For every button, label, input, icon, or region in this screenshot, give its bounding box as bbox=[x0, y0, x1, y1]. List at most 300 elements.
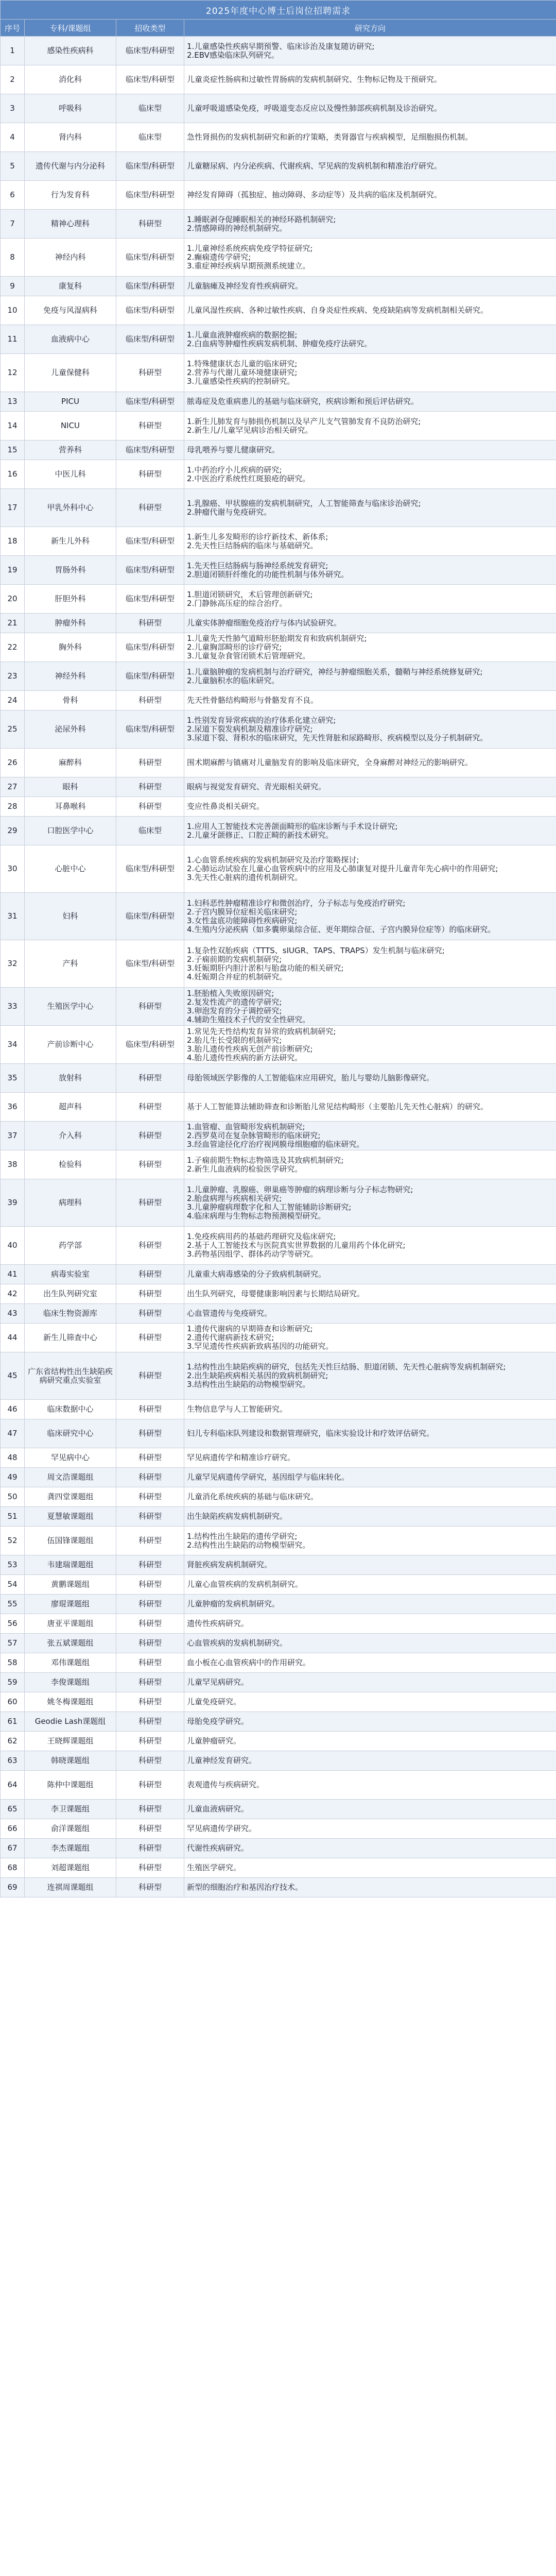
recruit-type: 临床型/科研型 bbox=[116, 633, 184, 662]
recruit-type: 科研型 bbox=[116, 777, 184, 797]
department-name: 周文浩课题组 bbox=[25, 1468, 116, 1487]
department-name: 胃肠外科 bbox=[25, 556, 116, 585]
department-name: 口腔医学中心 bbox=[25, 817, 116, 845]
research-direction bbox=[184, 633, 556, 662]
table-row bbox=[1, 1400, 556, 1419]
table-row bbox=[1, 614, 556, 633]
row-number: 69 bbox=[1, 1878, 25, 1897]
table-row bbox=[1, 354, 556, 392]
direction-line: 儿童肿瘤的发病机制研究。 bbox=[187, 1599, 280, 1608]
recruit-type: 科研型 bbox=[116, 1673, 184, 1692]
table-row bbox=[1, 777, 556, 797]
direction-line: 母胎领域医学影像的人工智能临床应用研究，胎儿与婴幼儿脑影像研究。 bbox=[187, 1073, 435, 1082]
recruit-type: 科研型 bbox=[116, 1487, 184, 1507]
recruit-type: 科研型 bbox=[116, 988, 184, 1026]
table-body bbox=[1, 37, 556, 1897]
row-number: 33 bbox=[1, 988, 25, 1026]
direction-line: 2.遗传代谢病新技术研究; bbox=[187, 1333, 274, 1342]
direction-line: 3.儿童感染性疾病的控制研究。 bbox=[187, 377, 295, 386]
department-name: Geodie Lash课题组 bbox=[25, 1712, 116, 1732]
research-direction bbox=[184, 1179, 556, 1227]
research-direction bbox=[184, 988, 556, 1026]
department-name: 营养科 bbox=[25, 440, 116, 460]
row-number: 13 bbox=[1, 392, 25, 412]
recruit-type: 临床型/科研型 bbox=[116, 65, 184, 94]
research-direction bbox=[184, 940, 556, 988]
research-direction bbox=[184, 460, 556, 489]
department-name: 超声科 bbox=[25, 1093, 116, 1122]
research-direction bbox=[184, 489, 556, 527]
research-direction bbox=[184, 691, 556, 710]
department-name: 临床研究中心 bbox=[25, 1419, 116, 1448]
recruit-type: 科研型 bbox=[116, 1064, 184, 1093]
table-row bbox=[1, 749, 556, 777]
direction-line: 急性肾损伤的发病机制研究和新的疗策略，类肾器官与疾病模型，足细胞损伤机制。 bbox=[187, 132, 473, 142]
row-number: 60 bbox=[1, 1692, 25, 1712]
direction-line: 2.子痫前期的发病机制研究; bbox=[187, 954, 282, 964]
recruit-type: 科研型 bbox=[116, 210, 184, 239]
row-number: 68 bbox=[1, 1858, 25, 1878]
table-row bbox=[1, 710, 556, 749]
table-row bbox=[1, 1150, 556, 1179]
research-direction bbox=[184, 1284, 556, 1304]
direction-line: 变应性鼻炎相关研究。 bbox=[187, 802, 265, 811]
research-direction bbox=[184, 710, 556, 749]
direction-line: 儿童风湿性疾病、各种过敏性疾病、自身炎症性疾病、免疫缺陷病等发病机制相关研究。 bbox=[187, 306, 489, 315]
header-department: 专科/课题组 bbox=[25, 20, 116, 37]
recruit-type: 科研型 bbox=[116, 489, 184, 527]
research-direction bbox=[184, 37, 556, 65]
row-number: 21 bbox=[1, 614, 25, 633]
research-direction bbox=[184, 277, 556, 296]
direction-line: 2.白血病等肿瘤性疾病发病机制、肿瘤免疫疗法研究。 bbox=[187, 338, 372, 348]
direction-line: 2.基于人工智能技术与医院真实世界数据的儿童用药个体化研究; bbox=[187, 1241, 406, 1250]
row-number: 53 bbox=[1, 1555, 25, 1575]
row-number: 29 bbox=[1, 817, 25, 845]
recruit-type: 临床型/科研型 bbox=[116, 556, 184, 585]
department-name: 介入科 bbox=[25, 1122, 116, 1150]
recruit-type: 临床型/科研型 bbox=[116, 662, 184, 691]
recruit-type: 科研型 bbox=[116, 797, 184, 817]
direction-line: 2.中医治疗系统性红斑狼疮的研究。 bbox=[187, 473, 310, 483]
table-row bbox=[1, 1819, 556, 1839]
row-number: 54 bbox=[1, 1575, 25, 1595]
row-number: 23 bbox=[1, 662, 25, 691]
row-number: 6 bbox=[1, 181, 25, 210]
research-direction bbox=[184, 614, 556, 633]
research-direction bbox=[184, 1487, 556, 1507]
direction-line: 3.胎儿遗传性疾病无创产前诊断研究; bbox=[187, 1044, 313, 1054]
direction-line: 4.生殖内分泌疾病（如多囊卵巢综合征、更年期综合征、子宫内膜异位症等）的临床研究。 bbox=[187, 924, 496, 934]
row-number: 47 bbox=[1, 1419, 25, 1448]
table-row bbox=[1, 1800, 556, 1819]
table-row bbox=[1, 1771, 556, 1800]
table-row bbox=[1, 988, 556, 1026]
table-row bbox=[1, 1614, 556, 1634]
table-row bbox=[1, 392, 556, 412]
department-name: 遗传代谢与内分泌科 bbox=[25, 152, 116, 181]
department-name: 康复科 bbox=[25, 277, 116, 296]
department-name: 龚四堂课题组 bbox=[25, 1487, 116, 1507]
department-name: 肝胆外科 bbox=[25, 585, 116, 614]
department-name: 骨科 bbox=[25, 691, 116, 710]
department-name: 感染性疾病科 bbox=[25, 37, 116, 65]
department-name: 中医儿科 bbox=[25, 460, 116, 489]
row-number: 56 bbox=[1, 1614, 25, 1634]
direction-line: 2.胎儿生长受限的机制研究; bbox=[187, 1035, 282, 1045]
recruit-type: 临床型/科研型 bbox=[116, 296, 184, 325]
research-direction bbox=[184, 1093, 556, 1122]
research-direction bbox=[184, 1400, 556, 1419]
department-name: 精神心理科 bbox=[25, 210, 116, 239]
row-number: 14 bbox=[1, 412, 25, 440]
recruit-type: 科研型 bbox=[116, 1614, 184, 1634]
recruit-type: 科研型 bbox=[116, 1507, 184, 1527]
direction-line: 新型的细胞治疗和基因治疗技术。 bbox=[187, 1883, 303, 1892]
research-direction bbox=[184, 1771, 556, 1800]
research-direction bbox=[184, 152, 556, 181]
direction-line: 1.免疫疾病用药的基础药理研究及临床研究; bbox=[187, 1232, 336, 1241]
research-direction bbox=[184, 749, 556, 777]
table-row bbox=[1, 1653, 556, 1673]
recruit-type: 科研型 bbox=[116, 1800, 184, 1819]
row-number: 48 bbox=[1, 1448, 25, 1468]
table-row bbox=[1, 1712, 556, 1732]
direction-line: 1.儿童先天性肺气道畸形胚胎期发育和致病机制研究; bbox=[187, 634, 367, 643]
department-name: 妇科 bbox=[25, 893, 116, 940]
direction-line: 1.儿童肿瘤、乳腺癌、卵巢癌等肿瘤的病理诊断与分子标志物研究; bbox=[187, 1184, 413, 1194]
department-name: 眼科 bbox=[25, 777, 116, 797]
recruit-type: 科研型 bbox=[116, 1819, 184, 1839]
row-number: 22 bbox=[1, 633, 25, 662]
direction-line: 2.儿童牙颌修正、口腔正畸的新技术研究。 bbox=[187, 830, 334, 840]
direction-line: 1.新生儿肺发育与肺损伤机制以及早产儿支气管肺发育不良防治研究; bbox=[187, 416, 421, 426]
recruit-type: 科研型 bbox=[116, 614, 184, 633]
recruit-type: 科研型 bbox=[116, 1692, 184, 1712]
research-direction bbox=[184, 1555, 556, 1575]
direction-line: 儿童实体肿瘤细胞免疫治疗与体内试验研究。 bbox=[187, 618, 342, 628]
department-name: 呼吸科 bbox=[25, 94, 116, 123]
department-name: 耳鼻喉科 bbox=[25, 797, 116, 817]
direction-line: 1.常见先天性结构发育异常的致病机制研究; bbox=[187, 1026, 336, 1036]
table-row bbox=[1, 556, 556, 585]
row-number: 4 bbox=[1, 123, 25, 152]
row-number: 16 bbox=[1, 460, 25, 489]
table-title: 2025年度中心博士后岗位招聘需求 bbox=[1, 1, 556, 20]
recruit-type: 临床型/科研型 bbox=[116, 845, 184, 893]
department-name: 甲乳外科中心 bbox=[25, 489, 116, 527]
direction-line: 1.特殊健康状态儿童的临床研究; bbox=[187, 359, 298, 368]
table-row bbox=[1, 440, 556, 460]
table-row bbox=[1, 1595, 556, 1614]
row-number: 3 bbox=[1, 94, 25, 123]
table-row bbox=[1, 1634, 556, 1653]
direction-line: 儿童神经发育研究。 bbox=[187, 1756, 257, 1765]
recruit-type: 科研型 bbox=[116, 1419, 184, 1448]
table-row bbox=[1, 296, 556, 325]
table-row bbox=[1, 1839, 556, 1858]
recruit-type: 科研型 bbox=[116, 412, 184, 440]
direction-line: 先天性骨骼结构畸形与骨骼发育不良。 bbox=[187, 696, 319, 705]
recruit-type: 科研型 bbox=[116, 460, 184, 489]
direction-line: 1.中药治疗小儿疾病的研究; bbox=[187, 465, 282, 474]
recruit-type: 科研型 bbox=[116, 1352, 184, 1400]
direction-line: 生殖医学研究。 bbox=[187, 1863, 241, 1872]
direction-line: 3.尿道下裂、肾积水的临床研究，先天性肾脏和尿路畸形、疾病模型以及分子机制研究。 bbox=[187, 733, 488, 742]
direction-line: 3.结构性出生缺陷的动物模型研究。 bbox=[187, 1380, 310, 1389]
research-direction bbox=[184, 1468, 556, 1487]
department-name: 药学部 bbox=[25, 1227, 116, 1265]
direction-line: 脓毒症及危重病患儿的基础与临床研究，疾病诊断和预后评估研究。 bbox=[187, 397, 419, 406]
department-name: 唐亚平课题组 bbox=[25, 1614, 116, 1634]
row-number: 50 bbox=[1, 1487, 25, 1507]
header-no: 序号 bbox=[1, 20, 25, 37]
table-row bbox=[1, 1122, 556, 1150]
department-name: 韩晓课题组 bbox=[25, 1751, 116, 1771]
row-number: 19 bbox=[1, 556, 25, 585]
direction-line: 血小板在心血管疾病中的作用研究。 bbox=[187, 1658, 311, 1667]
direction-line: 2.新生儿血液病的检验医学研究。 bbox=[187, 1164, 303, 1174]
recruit-type: 科研型 bbox=[116, 1555, 184, 1575]
direction-line: 1.结构性出生缺陷疾病的研究，包括先天性巨结肠、胆道闭锁、先天性心脏病等发病机制研究; bbox=[187, 1362, 506, 1371]
research-direction bbox=[184, 1634, 556, 1653]
row-number: 9 bbox=[1, 277, 25, 296]
recruit-type: 科研型 bbox=[116, 1595, 184, 1614]
table-row bbox=[1, 1284, 556, 1304]
research-direction bbox=[184, 1575, 556, 1595]
research-direction bbox=[184, 1614, 556, 1634]
recruit-type: 科研型 bbox=[116, 749, 184, 777]
direction-line: 3.重症神经疾病早期预测系统建立。 bbox=[187, 261, 310, 270]
recruit-type: 科研型 bbox=[116, 1732, 184, 1751]
row-number: 61 bbox=[1, 1712, 25, 1732]
direction-line: 1.性别发育异常疾病的治疗体系化建立研究; bbox=[187, 716, 336, 725]
direction-line: 1.结构性出生缺陷的遗传学研究; bbox=[187, 1531, 298, 1541]
recruit-type: 临床型/科研型 bbox=[116, 37, 184, 65]
department-name: 产科 bbox=[25, 940, 116, 988]
row-number: 1 bbox=[1, 37, 25, 65]
department-name: 神经外科 bbox=[25, 662, 116, 691]
department-name: 产前诊断中心 bbox=[25, 1026, 116, 1064]
research-direction bbox=[184, 1026, 556, 1064]
table-row bbox=[1, 691, 556, 710]
direction-line: 神经发育障碍（孤独症、抽动障碍、多动症等）及共病的临床及机制研究。 bbox=[187, 190, 442, 199]
row-number: 55 bbox=[1, 1595, 25, 1614]
direction-line: 罕见病遗传学研究。 bbox=[187, 1824, 257, 1833]
table-row bbox=[1, 527, 556, 556]
table-row bbox=[1, 1732, 556, 1751]
department-name: 陈仲中课题组 bbox=[25, 1771, 116, 1800]
direction-line: 2.门静脉高压症的综合治疗。 bbox=[187, 598, 287, 608]
research-direction bbox=[184, 440, 556, 460]
table-row bbox=[1, 1352, 556, 1400]
direction-line: 生物信息学与人工智能研究。 bbox=[187, 1404, 288, 1414]
recruit-type: 临床型/科研型 bbox=[116, 527, 184, 556]
department-name: 伍国锋课题组 bbox=[25, 1527, 116, 1555]
direction-line: 4.临床病理与生物标志物预测模型研究。 bbox=[187, 1211, 326, 1221]
research-direction bbox=[184, 1673, 556, 1692]
table-row bbox=[1, 1304, 556, 1324]
row-number: 25 bbox=[1, 710, 25, 749]
department-name: 王晓辉课题组 bbox=[25, 1732, 116, 1751]
research-direction bbox=[184, 797, 556, 817]
direction-line: 2.营养与代谢儿童环境健康研究; bbox=[187, 368, 298, 377]
research-direction bbox=[184, 354, 556, 392]
direction-line: 3.妊娠期肝内胆汁淤积与胎盘功能的相关研究; bbox=[187, 963, 344, 973]
recruit-type: 科研型 bbox=[116, 1093, 184, 1122]
row-number: 30 bbox=[1, 845, 25, 893]
direction-line: 围术期麻醉与镇痛对儿童脑发育的影响及临床研究，全身麻醉对神经元的影响研究。 bbox=[187, 758, 473, 767]
department-name: 姚冬梅课题组 bbox=[25, 1692, 116, 1712]
recruit-type: 临床型 bbox=[116, 123, 184, 152]
row-number: 11 bbox=[1, 325, 25, 354]
row-number: 57 bbox=[1, 1634, 25, 1653]
direction-line: 2.胆道闭锁肝纤维化的功能性机制与体外研究。 bbox=[187, 569, 349, 579]
recruit-type: 科研型 bbox=[116, 1400, 184, 1419]
row-number: 37 bbox=[1, 1122, 25, 1150]
row-number: 36 bbox=[1, 1093, 25, 1122]
recruit-type: 临床型/科研型 bbox=[116, 181, 184, 210]
direction-line: 1.胆道闭锁研究，术后管理创新研究; bbox=[187, 589, 313, 599]
table-row bbox=[1, 1555, 556, 1575]
research-direction bbox=[184, 1507, 556, 1527]
row-number: 24 bbox=[1, 691, 25, 710]
direction-line: 2.复发性流产的遗传学研究; bbox=[187, 997, 282, 1007]
department-name: 病毒实验室 bbox=[25, 1265, 116, 1284]
recruit-type: 科研型 bbox=[116, 1284, 184, 1304]
recruit-type: 科研型 bbox=[116, 1634, 184, 1653]
research-direction bbox=[184, 1419, 556, 1448]
department-name: 肿瘤外科 bbox=[25, 614, 116, 633]
direction-line: 4.辅助生殖技术子代的安全性研究。 bbox=[187, 1014, 310, 1024]
department-name: 李俊课题组 bbox=[25, 1673, 116, 1692]
direction-line: 2.儿童胸部畸形的诊疗研究; bbox=[187, 642, 282, 652]
row-number: 51 bbox=[1, 1507, 25, 1527]
department-name: 俞洋课题组 bbox=[25, 1819, 116, 1839]
direction-line: 心血管疾病的发病机制研究。 bbox=[187, 1638, 288, 1648]
table-row bbox=[1, 152, 556, 181]
research-direction bbox=[184, 817, 556, 845]
table-row bbox=[1, 893, 556, 940]
department-name: 罕见病中心 bbox=[25, 1448, 116, 1468]
department-name: 免疫与风湿病科 bbox=[25, 296, 116, 325]
direction-line: 1.遗传代谢病的早期筛查和诊断研究; bbox=[187, 1324, 313, 1333]
table-row bbox=[1, 181, 556, 210]
row-number: 10 bbox=[1, 296, 25, 325]
research-direction bbox=[184, 1751, 556, 1771]
table-row bbox=[1, 123, 556, 152]
direction-line: 儿童炎症性肠病和过敏性胃肠病的发病机制研究、生物标记物及干预研究。 bbox=[187, 75, 442, 84]
department-name: 临床生物资源库 bbox=[25, 1304, 116, 1324]
direction-line: 1.心血管系统疾病的发病机制研究及治疗策略探讨; bbox=[187, 855, 359, 865]
department-name: 儿童保健科 bbox=[25, 354, 116, 392]
row-number: 34 bbox=[1, 1026, 25, 1064]
table-row bbox=[1, 210, 556, 239]
table-row bbox=[1, 1878, 556, 1897]
department-name: 新生儿筛查中心 bbox=[25, 1324, 116, 1352]
row-number: 39 bbox=[1, 1179, 25, 1227]
direction-line: 2.肿瘤代谢与免疫研究。 bbox=[187, 507, 272, 517]
direction-line: 2.情感障碍的神经机制研究。 bbox=[187, 223, 287, 233]
department-name: 李杰课题组 bbox=[25, 1839, 116, 1858]
recruit-type: 临床型/科研型 bbox=[116, 710, 184, 749]
department-name: 张五斌课题组 bbox=[25, 1634, 116, 1653]
recruit-type: 科研型 bbox=[116, 1858, 184, 1878]
research-direction bbox=[184, 1732, 556, 1751]
direction-line: 3.儿童复杂食管闭锁术后管理研究。 bbox=[187, 651, 310, 660]
recruit-type: 临床型/科研型 bbox=[116, 325, 184, 354]
row-number: 5 bbox=[1, 152, 25, 181]
header-type: 招收类型 bbox=[116, 20, 184, 37]
research-direction bbox=[184, 1324, 556, 1352]
direction-line: 1.先天性巨结肠病与肠神经系统发育研究; bbox=[187, 561, 328, 570]
department-name: 肾内科 bbox=[25, 123, 116, 152]
row-number: 45 bbox=[1, 1352, 25, 1400]
department-name: 生殖医学中心 bbox=[25, 988, 116, 1026]
row-number: 42 bbox=[1, 1284, 25, 1304]
department-name: 检验科 bbox=[25, 1150, 116, 1179]
recruit-type: 科研型 bbox=[116, 1751, 184, 1771]
direction-line: 1.应用人工智能技术完善颌面畸形的临床诊断与手术设计研究; bbox=[187, 821, 398, 831]
row-number: 44 bbox=[1, 1324, 25, 1352]
recruit-type: 科研型 bbox=[116, 1771, 184, 1800]
row-number: 26 bbox=[1, 749, 25, 777]
table-row bbox=[1, 797, 556, 817]
recruit-type: 科研型 bbox=[116, 1227, 184, 1265]
direction-line: 3.女性盆底功能障碍性疾病研究; bbox=[187, 916, 298, 925]
direction-line: 儿童罕见病研究。 bbox=[187, 1677, 249, 1687]
department-name: 连祺周课题组 bbox=[25, 1878, 116, 1897]
direction-line: 儿童呼吸道感染免疫，呼吸道变态反应以及慢性肺部疾病机制及诊治研究。 bbox=[187, 104, 442, 113]
department-name: 消化科 bbox=[25, 65, 116, 94]
table-row bbox=[1, 325, 556, 354]
table-row bbox=[1, 1507, 556, 1527]
department-name: 黄鹏课题组 bbox=[25, 1575, 116, 1595]
direction-line: 3.经血管途径化疗治疗视网膜母细胞瘤的临床研究。 bbox=[187, 1140, 364, 1149]
row-number: 7 bbox=[1, 210, 25, 239]
recruit-type: 临床型/科研型 bbox=[116, 239, 184, 277]
department-name: 刘超课题组 bbox=[25, 1858, 116, 1878]
table-row bbox=[1, 817, 556, 845]
direction-line: 出生缺陷疾病发病机制研究。 bbox=[187, 1512, 288, 1521]
direction-line: 2.出生缺陷疾病相关基因的致病机制研究; bbox=[187, 1371, 328, 1380]
direction-line: 2.子宫内膜异位症相关临床研究; bbox=[187, 907, 298, 917]
research-direction bbox=[184, 527, 556, 556]
direction-line: 出生队列研究，母婴健康影响因素与长期结局研究。 bbox=[187, 1289, 365, 1298]
row-number: 17 bbox=[1, 489, 25, 527]
direction-line: 儿童重大病毒感染的分子致病机制研究。 bbox=[187, 1269, 326, 1279]
recruit-type: 临床型/科研型 bbox=[116, 585, 184, 614]
department-name: 邓伟课题组 bbox=[25, 1653, 116, 1673]
table-row bbox=[1, 1324, 556, 1352]
recruit-type: 临床型/科研型 bbox=[116, 940, 184, 988]
direction-line: 2.新生儿/儿童罕见病诊治相关研究。 bbox=[187, 425, 313, 435]
recruit-type: 科研型 bbox=[116, 1304, 184, 1324]
recruit-type: 临床型 bbox=[116, 817, 184, 845]
research-direction bbox=[184, 1352, 556, 1400]
research-direction bbox=[184, 65, 556, 94]
department-name: 新生儿外科 bbox=[25, 527, 116, 556]
table-row bbox=[1, 1673, 556, 1692]
direction-line: 2.结构性出生缺陷的动物模型研究。 bbox=[187, 1540, 310, 1550]
direction-line: 儿童糖尿病、内分泌疾病、代谢疾病、罕见病的发病机制和精准治疗研究。 bbox=[187, 161, 442, 171]
row-number: 18 bbox=[1, 527, 25, 556]
row-number: 41 bbox=[1, 1265, 25, 1284]
department-name: 泌尿外科 bbox=[25, 710, 116, 749]
department-name: 放射科 bbox=[25, 1064, 116, 1093]
recruit-type: 临床型/科研型 bbox=[116, 893, 184, 940]
table-row bbox=[1, 1468, 556, 1487]
